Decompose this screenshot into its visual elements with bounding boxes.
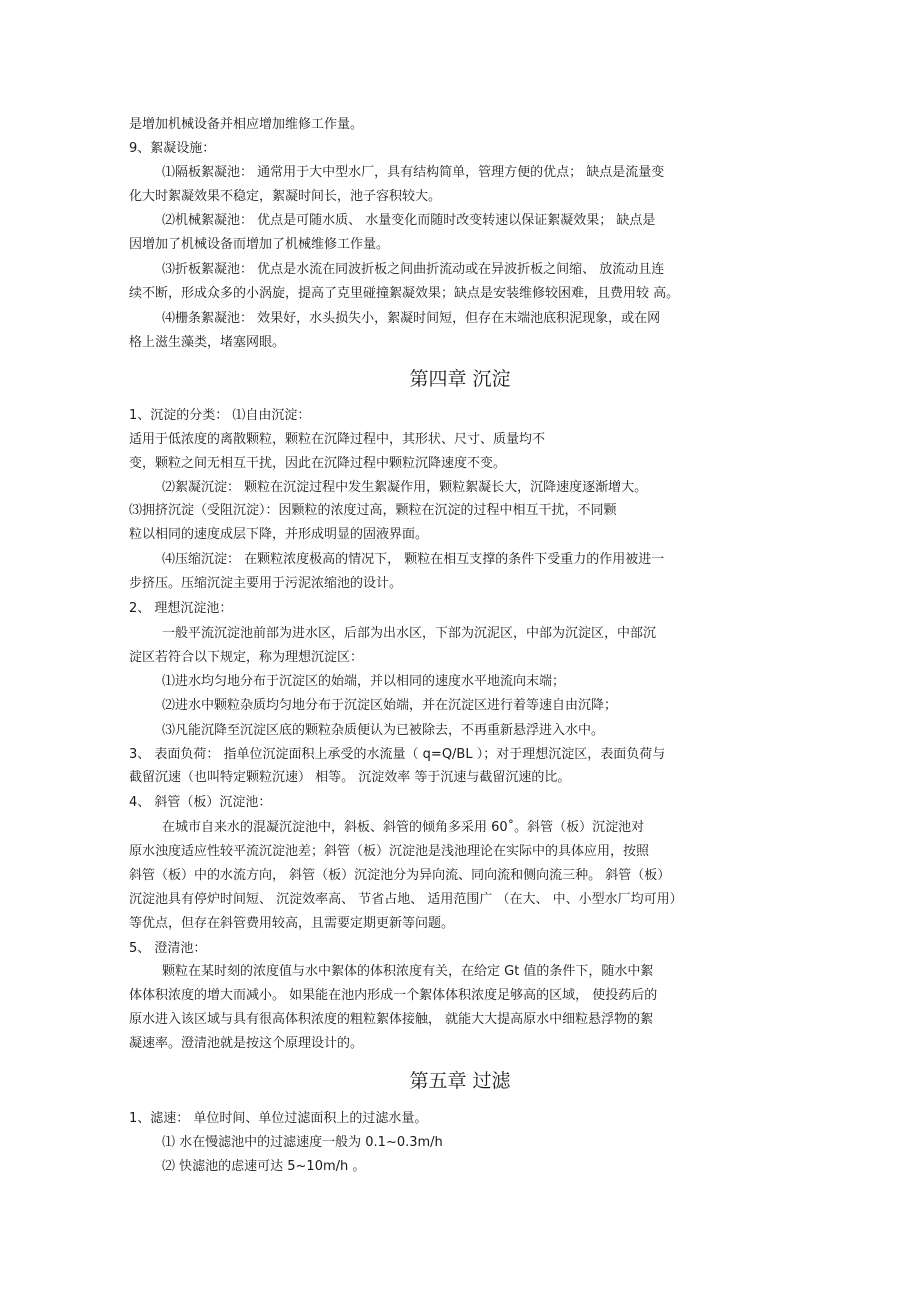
section-4-heading: 4、 斜管（板）沉淀池：: [129, 795, 272, 810]
text-line: 变，颗粒之间无相互干扰，因此在沉降过程中颗粒沉降速度不变。: [129, 456, 507, 471]
text-line: ⑶拥挤沉淀（受阻沉淀）：因颗粒的浓度过高，颗粒在沉淀的过程中相互干扰，不同颗: [129, 503, 617, 518]
text-line: 体体积浓度的增大而减小。 如果能在池内形成一个絮体体积浓度足够高的区域， 使投药后的: [129, 988, 658, 1003]
text-line: ⑴进水均匀地分布于沉淀区的始端，并以相同的速度水平地流向末端；: [162, 674, 566, 689]
text-line: 等优点，但存在斜管费用较高，且需要定期更新等问题。: [129, 916, 455, 931]
text-line: ⑷压缩沉淀： 在颗粒浓度极高的情况下， 颗粒在相互支撑的条件下受重力的作用被进一: [162, 552, 665, 567]
text-line: 化大时絮凝效果不稳定，絮凝时间长，池子容积较大。: [129, 189, 442, 204]
text-line: 续不断，形成众多的小涡旋，提高了克里碰撞絮凝效果；缺点是安装维修较困难，且费用较 高。: [129, 286, 680, 301]
text-line: 凝速率。澄清池就是按这个原理设计的。: [129, 1036, 364, 1051]
text-line: ⑵机械絮凝池： 优点是可随水质、 水量变化而随时改变转速以保证絮凝效果； 缺点是: [162, 213, 656, 228]
text-line: ⑴ 水在慢滤池中的过滤速度一般为 0.1~0.3m/h: [162, 1135, 443, 1150]
text-line: 原水进入该区域与具有很高体积浓度的粗粒絮体接触， 就能大大提高原水中细粒悬浮物的絮: [129, 1012, 654, 1027]
text-line: ⑴隔板絮凝池： 通常用于大中型水厂，具有结构简单，管理方便的优点； 缺点是流量变: [162, 165, 665, 180]
text-line: ⑷栅条絮凝池： 效果好，水头损失小，絮凝时间短，但存在末端池底积泥现象，或在网: [162, 311, 661, 326]
text-line: 在城市自来水的混凝沉淀池中，斜板、斜管的倾角多采用 60˚。斜管（板）沉淀池对: [162, 820, 645, 835]
chapter-5-heading: 第五章 过滤: [409, 1070, 511, 1092]
section-3-heading: 3、 表面负荷： 指单位沉淀面积上承受的水流量（ q=Q/BL ）；对于理想沉淀区，表面负荷与: [129, 747, 666, 762]
text-line: 格上滋生藻类，堵塞网眼。: [129, 335, 286, 350]
text-line: 一般平流沉淀池前部为进水区，后部为出水区，下部为沉泥区，中部为沉淀区，中部沉: [162, 626, 657, 641]
text-line: 淀区若符合以下规定，称为理想沉淀区：: [129, 650, 364, 665]
text-line: ⑵ 快滤池的虑速可达 5~10m/h 。: [162, 1159, 366, 1174]
text-line: 因增加了机械设备而增加了机械维修工作量。: [129, 237, 390, 252]
text-line: 是增加机械设备并相应增加维修工作量。: [129, 117, 364, 132]
text-line: 沉淀池具有停炉时间短、 沉淀效率高、 节省占地、 适用范围广 （在大、 中、小型水厂均可用）: [129, 892, 683, 907]
section-9-heading: 9、絮凝设施：: [129, 141, 216, 156]
text-line: 步挤压。压缩沉淀主要用于污泥浓缩池的设计。: [129, 576, 403, 591]
text-line: 斜管（板）中的水流方向， 斜管（板）沉淀池分为异向流、同向流和侧向流三种。 斜管（板）: [129, 868, 671, 883]
text-line: 适用于低浓度的离散颗粒，颗粒在沉降过程中，其形状、尺寸、质量均不: [129, 432, 546, 447]
text-line: 1、滤速： 单位时间、单位过滤面积上的过滤水量。: [129, 1111, 428, 1126]
section-5-heading: 5、 澄清池：: [129, 941, 207, 956]
text-line: 粒以相同的速度成层下降，并形成明显的固液界面。: [129, 527, 429, 542]
text-line: ⑶凡能沉降至沉淀区底的颗粒杂质便认为已被除去，不再重新悬浮进入水中。: [162, 723, 605, 738]
text-line: 截留沉速（也叫特定颗粒沉速） 相等。 沉淀效率 等于沉速与截留沉速的比。: [129, 770, 571, 785]
text-line: ⑵絮凝沉淀： 颗粒在沉淀过程中发生絮凝作用，颗粒絮凝长大，沉降速度逐渐增大。: [162, 480, 648, 495]
text-line: ⑶折板絮凝池： 优点是水流在同波折板之间曲折流动或在异波折板之间缩、 放流动且连: [162, 262, 665, 277]
text-line: ⑵进水中颗粒杂质均匀地分布于沉淀区始端，并在沉淀区进行着等速自由沉降；: [162, 698, 618, 713]
text-line: 1、沉淀的分类： ⑴自由沉淀：: [129, 408, 311, 423]
chapter-4-heading: 第四章 沉淀: [409, 368, 511, 390]
text-line: 颗粒在某时刻的浓度值与水中絮体的体积浓度有关，在给定 Gt 值的条件下，随水中絮: [162, 964, 654, 979]
section-2-heading: 2、 理想沉淀池：: [129, 601, 233, 616]
text-line: 原水浊度适应性较平流沉淀池差；斜管（板）沉淀池是浅池理论在实际中的具体应用，按照: [129, 844, 650, 859]
